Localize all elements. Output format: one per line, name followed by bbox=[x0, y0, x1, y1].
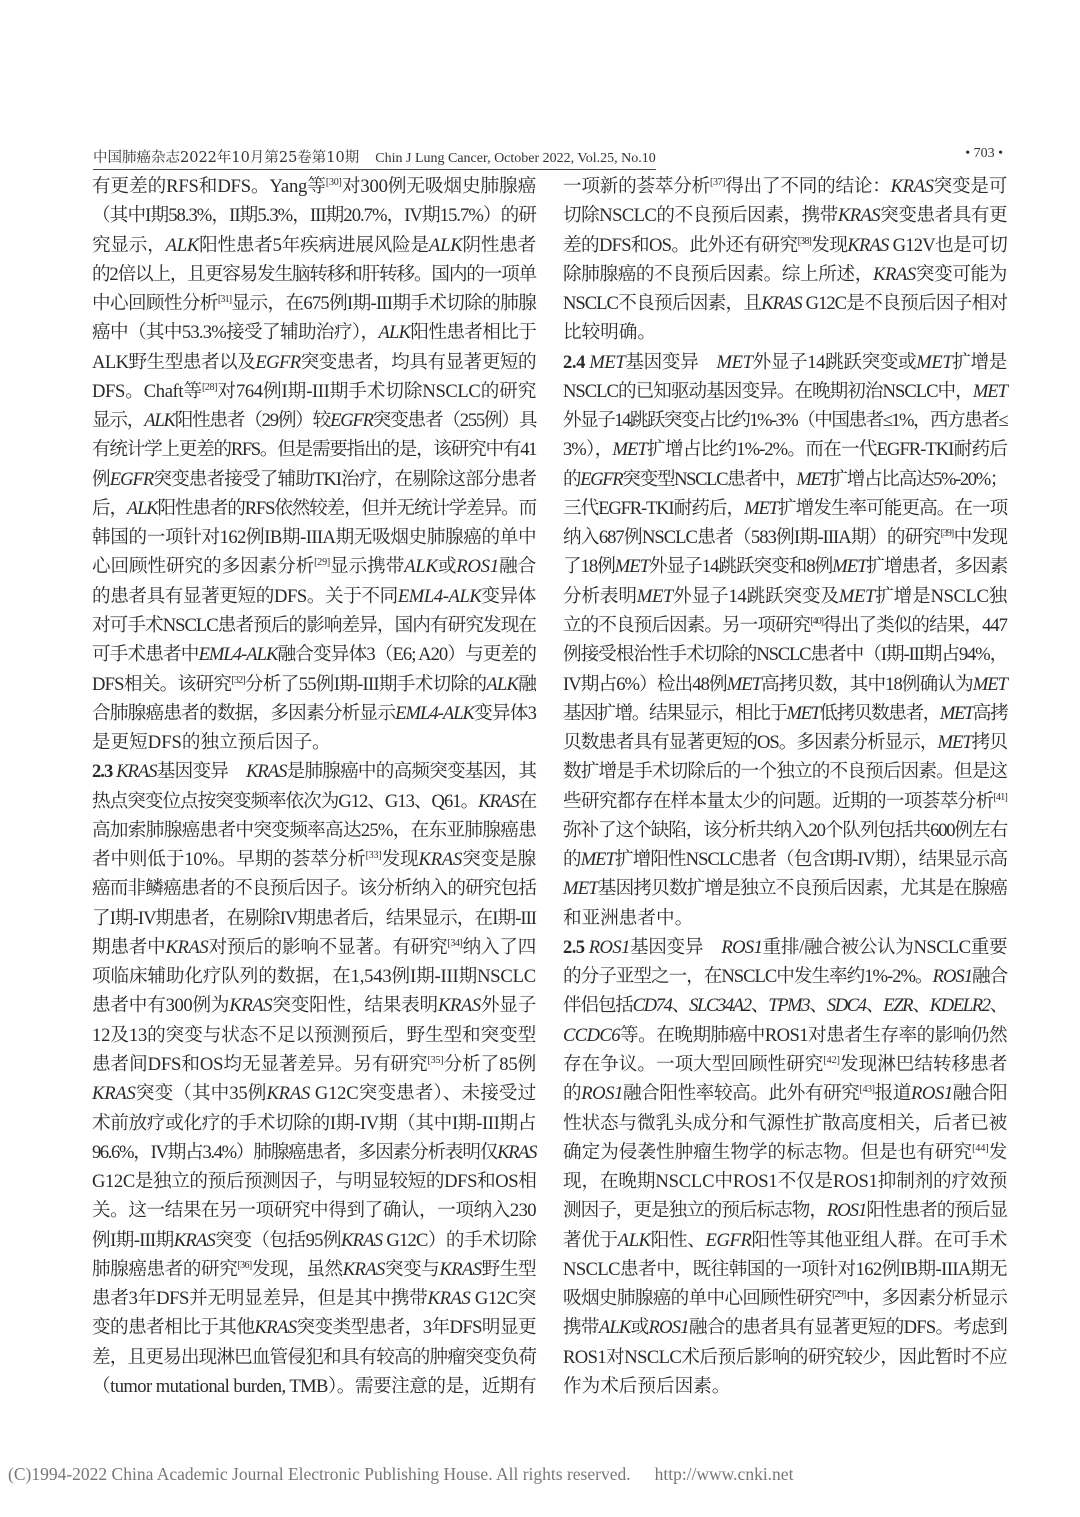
citation-ref[interactable]: [29] bbox=[314, 557, 331, 569]
citation-ref[interactable]: [44] bbox=[972, 1142, 989, 1154]
gene-name: MET bbox=[716, 351, 753, 373]
citation-ref[interactable]: [29] bbox=[832, 1289, 846, 1301]
citation-ref[interactable]: [41] bbox=[993, 791, 1007, 803]
gene-name: MET bbox=[614, 556, 649, 578]
text-line: 了18例MET外显子14跳跃突变和8例MET扩增患者，多因素 bbox=[563, 556, 1008, 578]
gene-name: KRAS bbox=[165, 936, 209, 958]
text-line: KRAS突变（其中35例KRAS G12C突变患者）、未接受过 bbox=[92, 1083, 536, 1105]
gene-name: MET bbox=[580, 849, 615, 871]
gene-name: KRAS bbox=[340, 1229, 383, 1251]
text-line: 96.6%，IV期占3.4%）肺腺癌患者，多因素分析表明仅KRAS bbox=[92, 1141, 536, 1163]
gene-name: EML4-ALK bbox=[198, 644, 278, 666]
gene-name: KRAS bbox=[847, 234, 889, 256]
text-line: 热点突变位点按突变频率依次为G12、G13、Q61。KRAS在 bbox=[92, 790, 537, 812]
text-line: DFS。Chaft等[28]对764例I期-III期手术切除NSCLC的研究 bbox=[92, 380, 536, 402]
gene-name: MET bbox=[563, 878, 598, 900]
left-column bbox=[92, 172, 536, 1401]
gene-name: EGFR bbox=[109, 468, 154, 490]
gene-name: KRAS bbox=[266, 1083, 311, 1105]
text-line: 弥补了这个缺陷，该分析共纳入20个队列包括共600例左右 bbox=[563, 819, 1007, 841]
text-line: 和亚洲患者中。 bbox=[563, 907, 694, 929]
citation-ref[interactable]: [31] bbox=[217, 294, 232, 306]
text-line: 现，在晚期NSCLC中ROS1不仅是ROS1抑制剂的疗效预 bbox=[563, 1171, 1007, 1193]
text-line: 癌而非鳞癌患者的不良预后因子。该分析纳入的研究包括 bbox=[92, 878, 536, 900]
gene-name: ALK bbox=[144, 410, 175, 432]
text-line: 患者间DFS和OS均无显著差异。另有研究[35]分析了85例 bbox=[92, 1053, 536, 1075]
gene-name: ROS1 bbox=[588, 936, 630, 958]
section-number: 2.5 bbox=[563, 936, 585, 958]
text-line: 高加索肺腺癌患者中突变频率高达25%，在东亚肺腺癌患 bbox=[92, 819, 536, 841]
citation-ref[interactable]: [42] bbox=[823, 1054, 840, 1066]
gene-name: MET bbox=[589, 351, 626, 373]
gene-name: MET bbox=[838, 585, 875, 607]
text-line: 者中则低于10%。早期的荟萃分析[33]发现KRAS突变是腺 bbox=[92, 849, 537, 871]
text-line: CCDC6等。在晚期肺癌中ROS1对患者生存率的影响仍然 bbox=[563, 1024, 1007, 1046]
gene-name: EZR bbox=[883, 995, 913, 1017]
gene-name: ALK bbox=[486, 673, 519, 695]
gene-name: KRAS bbox=[116, 761, 157, 783]
gene-name: MET bbox=[726, 673, 761, 695]
text-line: ROS1对NSCLC术后预后影响的研究较少，因此暂时不应 bbox=[563, 1346, 1007, 1368]
gene-name: CD74 bbox=[632, 995, 672, 1017]
gene-name: EGFR bbox=[580, 468, 623, 490]
gene-name: KRAS bbox=[418, 849, 463, 871]
gene-name: KRAS bbox=[890, 176, 934, 197]
text-line: 心回顾性研究的多因素分析[29]显示携带ALK或ROS1融合 bbox=[92, 556, 536, 578]
gene-name: KRAS bbox=[837, 205, 880, 227]
gene-name: CCDC6 bbox=[563, 1024, 620, 1046]
gene-name: ALK bbox=[598, 1317, 631, 1339]
citation-ref[interactable]: [28] bbox=[202, 381, 218, 393]
gene-name: SLC34A2 bbox=[689, 995, 751, 1017]
gene-name: MET bbox=[939, 702, 973, 724]
text-line: 例接受根治性手术切除的NSCLC患者中（I期-III期占94%， bbox=[563, 644, 1007, 666]
gene-name: ROS1 bbox=[456, 556, 499, 578]
text-line: 显示，ALK阳性患者（29例）较EGFR突变患者（255例）具 bbox=[92, 410, 537, 432]
text-line: 纳入687例NSCLC患者（583例I期-IIIA期）的研究[39]中发现 bbox=[563, 527, 1007, 549]
page-number: • 703 • bbox=[965, 146, 1003, 161]
text-line: 例EGFR突变患者接受了辅助TKI治疗，在剔除这部分患者 bbox=[92, 468, 536, 490]
text-line: 2.5 ROS1基因变异 ROS1重排/融合被公认为NSCLC重要 bbox=[563, 936, 1007, 958]
text-line: 伴侣包括CD74、SLC34A2、TPM3、SDC4、EZR、KDELR2、 bbox=[563, 995, 1007, 1017]
text-line: 患者3年DFS并无明显差异，但是其中携带KRAS G12C突 bbox=[92, 1288, 536, 1310]
text-line: 肺腺癌患者的研究[36]发现，虽然KRAS突变与KRAS野生型 bbox=[92, 1258, 537, 1280]
gene-name: ALK bbox=[617, 1229, 651, 1251]
text-line: 3%），MET扩增占比约1%-2%。而在一代EGFR-TKI耐药后 bbox=[563, 439, 1007, 461]
gene-name: MET bbox=[916, 351, 953, 373]
text-line: 可手术患者中EML4-ALK融合变异体3（E6; A20）与更差的 bbox=[92, 644, 536, 666]
gene-name: ROS1 bbox=[648, 1317, 689, 1339]
text-line: NSCLC患者中，既往韩国的一项针对162例IB期-IIIA期无 bbox=[563, 1258, 1007, 1280]
citation-ref[interactable]: [36] bbox=[237, 1259, 252, 1271]
text-line: 确定为侵袭性肿瘤生物学的标志物。但是也有研究[44]发 bbox=[563, 1141, 1008, 1163]
text-line: 作为术后预后因素。 bbox=[563, 1375, 731, 1397]
text-line: 外显子14跳跃突变占比约1%-3%（中国患者≤1%，西方患者≤ bbox=[563, 410, 1007, 432]
text-line: 的分子亚型之一，在NSCLC中发生率约1%-2%。ROS1融合 bbox=[563, 966, 1008, 988]
gene-name: ROS1 bbox=[581, 1083, 623, 1105]
text-line: NSCLC不良预后因素，且KRAS G12C是不良预后因子相对 bbox=[563, 293, 1007, 315]
text-line: （其中I期58.3%，II期5.3%，III期20.7%，IV期15.7%）的研 bbox=[92, 205, 536, 227]
gene-name: KRAS bbox=[872, 263, 916, 285]
text-line: 差的DFS和OS。此外还有研究[38]发现KRAS G12V也是可切 bbox=[563, 234, 1007, 256]
text-line: 著优于ALK阳性、EGFR阳性等其他亚组人群。在可手术 bbox=[563, 1229, 1007, 1251]
gene-name: KRAS bbox=[478, 790, 519, 812]
text-line: 项临床辅助化疗队列的数据，在1,543例I期-III期NSCLC bbox=[92, 966, 536, 988]
citation-ref[interactable]: [30] bbox=[325, 177, 342, 188]
citation-ref[interactable]: [32] bbox=[231, 674, 245, 686]
text-line: 的ROS1融合阳性率较高。此外有研究[43]报道ROS1融合阳 bbox=[563, 1083, 1008, 1105]
gene-name: ROS1 bbox=[721, 936, 763, 958]
gene-name: MET bbox=[612, 439, 647, 461]
gene-name: KRAS bbox=[342, 1258, 385, 1280]
gene-name: TPM3 bbox=[768, 995, 810, 1017]
citation-ref[interactable]: [33] bbox=[365, 850, 382, 862]
gene-name: ROS1 bbox=[910, 1083, 953, 1105]
text-line: 测因子，更是独立的预后标志物，ROS1阳性患者的预后显 bbox=[563, 1200, 1008, 1222]
text-line: （tumor mutational burden, TMB）。需要注意的是，近期有 bbox=[92, 1375, 536, 1397]
gene-name: MET bbox=[937, 732, 972, 754]
citation-ref[interactable]: [39] bbox=[940, 528, 954, 540]
gene-name: ALK bbox=[126, 497, 158, 519]
text-line: 差，且更易出现淋巴血管侵犯和具有较高的肿瘤突变负荷 bbox=[92, 1346, 536, 1368]
gene-name: KRAS bbox=[92, 1083, 136, 1105]
text-line: 中心回顾性分析[31]显示，在675例I期-III期手术切除的肺腺 bbox=[92, 293, 536, 315]
text-line: 有更差的RFS和DFS。Yang等[30]对300例无吸烟史肺腺癌 bbox=[92, 176, 536, 197]
copyright-notice: (C)1994-2022 China Academic Journal Electronic Publishing House. All rights reserved. bbox=[8, 1464, 631, 1484]
gene-name: EGFR bbox=[255, 351, 301, 373]
text-line: 吸烟史肺腺癌的单中心回顾性研究[29]中，多因素分析显示 bbox=[563, 1288, 1007, 1310]
text-line: 立的不良预后因素。另一项研究[40]得出了类似的结果，447 bbox=[563, 614, 1007, 636]
gene-name: KDELR2 bbox=[929, 995, 990, 1017]
text-line: 是更短DFS的独立预后因子。 bbox=[92, 732, 331, 754]
gene-name: EML4-ALK bbox=[395, 702, 474, 724]
text-line: 后，ALK阳性患者的RFS依然较差，但并无统计学差异。而 bbox=[92, 497, 536, 519]
gene-name: EGFR bbox=[330, 410, 373, 432]
text-line: 的患者具有显著更短的DFS。关于不同EML4-ALK变异体 bbox=[92, 585, 536, 607]
text-line: 携带ALK或ROS1融合的患者具有显著更短的DFS。考虑到 bbox=[563, 1317, 1007, 1339]
cnki-link[interactable]: http://www.cnki.net bbox=[654, 1464, 794, 1484]
gene-name: KRAS bbox=[439, 1258, 482, 1280]
gene-name: KRAS bbox=[497, 1141, 536, 1163]
text-line: 些研究都存在样本量太少的问题。近期的一项荟萃分析[41] bbox=[563, 790, 1007, 812]
running-header bbox=[93, 146, 1003, 172]
text-line: 12及13的突变与状态不足以预测预后，野生型和突变型 bbox=[92, 1024, 536, 1046]
text-line: 期患者中KRAS对预后的影响不显著。有研究[34]纳入了四 bbox=[92, 936, 536, 958]
text-line: 了I期-IV期患者，在剔除IV期患者后，结果显示，在I期-III bbox=[92, 907, 536, 929]
text-line: 合肺腺癌患者的数据，多因素分析显示EML4-ALK变异体3 bbox=[92, 702, 536, 724]
text-line: DFS相关。该研究[32]分析了55例I期-III期手术切除的ALK融 bbox=[92, 673, 536, 695]
gene-name: MET bbox=[796, 468, 830, 490]
gene-name: EML4-ALK bbox=[397, 585, 482, 607]
gene-name: ALK bbox=[404, 556, 438, 578]
text-line: 的2倍以上，且更容易发生脑转移和肝转移。国内的一项单 bbox=[92, 263, 536, 285]
text-line: NSCLC的已知驱动基因变异。在晚期初治NSCLC中，MET bbox=[563, 380, 1007, 402]
journal-title-en: Chin J Lung Cancer, October 2022, Vol.25, No.10 bbox=[375, 151, 656, 166]
gene-name: MET bbox=[972, 380, 1007, 402]
right-column bbox=[563, 172, 1007, 1401]
section-number: 2.3 bbox=[92, 761, 113, 783]
text-line: IV期占6%）检出48例MET高拷贝数，其中18例确认为MET bbox=[563, 673, 1007, 695]
text-line: 贝数患者具有显著更短的OS。多因素分析显示，MET拷贝 bbox=[563, 732, 1007, 754]
gene-name: MET bbox=[972, 673, 1007, 695]
text-line: 究显示，ALK阳性患者5年疾病进展风险是ALK阴性患者 bbox=[92, 234, 537, 256]
text-line: 比较明确。 bbox=[563, 322, 656, 344]
gene-name: KRAS bbox=[761, 293, 802, 315]
citation-ref[interactable]: [40] bbox=[810, 615, 824, 627]
gene-name: KRAS bbox=[229, 995, 273, 1017]
citation-ref[interactable]: [34] bbox=[447, 937, 463, 949]
header-titles bbox=[93, 146, 656, 170]
text-line: 基因扩增。结果显示，相比于MET低拷贝数患者，MET高拷 bbox=[563, 702, 1008, 724]
text-line: 术前放疗或化疗的手术切除的I期-IV期（其中I期-III期占 bbox=[92, 1112, 536, 1134]
citation-ref[interactable]: [43] bbox=[859, 1084, 875, 1096]
citation-ref[interactable]: [38] bbox=[797, 235, 812, 247]
gene-name: ALK bbox=[428, 234, 463, 256]
gene-name: ALK bbox=[378, 322, 411, 344]
citation-ref[interactable]: [35] bbox=[427, 1054, 444, 1066]
gene-name: KRAS bbox=[254, 1317, 297, 1339]
gene-name: KRAS bbox=[245, 761, 287, 783]
gene-name: MET bbox=[786, 702, 820, 724]
citation-ref[interactable]: [37] bbox=[710, 177, 726, 188]
text-line: 分析表明MET外显子14跳跃突变及MET扩增是NSCLC独 bbox=[563, 585, 1007, 607]
text-line: 除肺腺癌的不良预后因素。综上所述，KRAS突变可能为 bbox=[563, 263, 1007, 285]
gene-name: ALK bbox=[165, 234, 200, 256]
section-number: 2.4 bbox=[563, 351, 586, 373]
gene-name: KRAS bbox=[173, 1229, 215, 1251]
text-line: 数扩增是手术切除后的一个独立的不良预后因素。但是这 bbox=[563, 761, 1007, 783]
gene-name: KRAS bbox=[437, 995, 481, 1017]
text-line: 例I期-III期KRAS突变（包括95例KRAS G12C）的手术切除 bbox=[92, 1229, 537, 1251]
gene-name: ROS1 bbox=[932, 966, 972, 988]
text-line: 2.4 MET基因变异 MET外显子14跳跃突变或MET扩增是 bbox=[563, 351, 1007, 373]
footer bbox=[8, 1464, 793, 1485]
gene-name: MET bbox=[832, 556, 867, 578]
text-line: 三代EGFR-TKI耐药后，MET扩增发生率可能更高。在一项 bbox=[563, 497, 1007, 519]
text-line: 切除NSCLC的不良预后因素，携带KRAS突变患者具有更 bbox=[563, 205, 1007, 227]
text-line: 有统计学上更差的RFS。但是需要指出的是，该研究中有41 bbox=[92, 439, 536, 461]
text-line: 2.3 KRAS基因变异 KRAS是肺腺癌中的高频突变基因，其 bbox=[92, 761, 536, 783]
text-line: 对可手术NSCLC患者预后的影响差异，国内有研究发现在 bbox=[92, 614, 536, 636]
text-line: 的MET扩增阳性NSCLC患者（包含I期-IV期），结果显示高 bbox=[563, 849, 1007, 871]
gene-name: MET bbox=[744, 497, 778, 519]
gene-name: ROS1 bbox=[826, 1200, 867, 1222]
gene-name: EGFR bbox=[705, 1229, 752, 1251]
text-line: 的EGFR突变型NSCLC患者中，MET扩增占比高达5%-20%； bbox=[563, 468, 1007, 490]
gene-name: SDC4 bbox=[826, 995, 866, 1017]
text-line: MET基因拷贝数扩增是独立不良预后因素，尤其是在腺癌 bbox=[563, 878, 1008, 900]
text-line: 癌中（其中53.3%接受了辅助治疗），ALK阳性患者相比于 bbox=[92, 322, 536, 344]
text-line: 关。这一结果在另一项研究中得到了确认，一项纳入230 bbox=[92, 1200, 536, 1222]
text-line: ALK野生型患者以及EGFR突变患者，均具有显著更短的 bbox=[92, 351, 536, 373]
text-line: 患者中有300例为KRAS突变阳性，结果表明KRAS外显子 bbox=[92, 995, 536, 1017]
gene-name: MET bbox=[636, 585, 673, 607]
text-line: 变的患者相比于其他KRAS突变类型患者，3年DFS明显更 bbox=[92, 1317, 536, 1339]
gene-name: KRAS bbox=[427, 1288, 471, 1310]
text-line: G12C是独立的预后预测因子，与明显较短的DFS和OS相 bbox=[92, 1171, 537, 1193]
text-line: 存在争议。一项大型回顾性研究[42]发现淋巴结转移患者 bbox=[563, 1053, 1008, 1075]
text-line: 韩国的一项针对162例IB期-IIIA期无吸烟史肺腺癌的单中 bbox=[92, 527, 536, 549]
text-line: 性状态与微乳头成分和气源性扩散高度相关，后者已被 bbox=[563, 1112, 1007, 1134]
text-line: 一项新的荟萃分析[37]得出了不同的结论：KRAS突变是可 bbox=[563, 176, 1007, 197]
journal-title-cn: 中国肺癌杂志2022年10月第25卷第10期 bbox=[93, 150, 360, 166]
